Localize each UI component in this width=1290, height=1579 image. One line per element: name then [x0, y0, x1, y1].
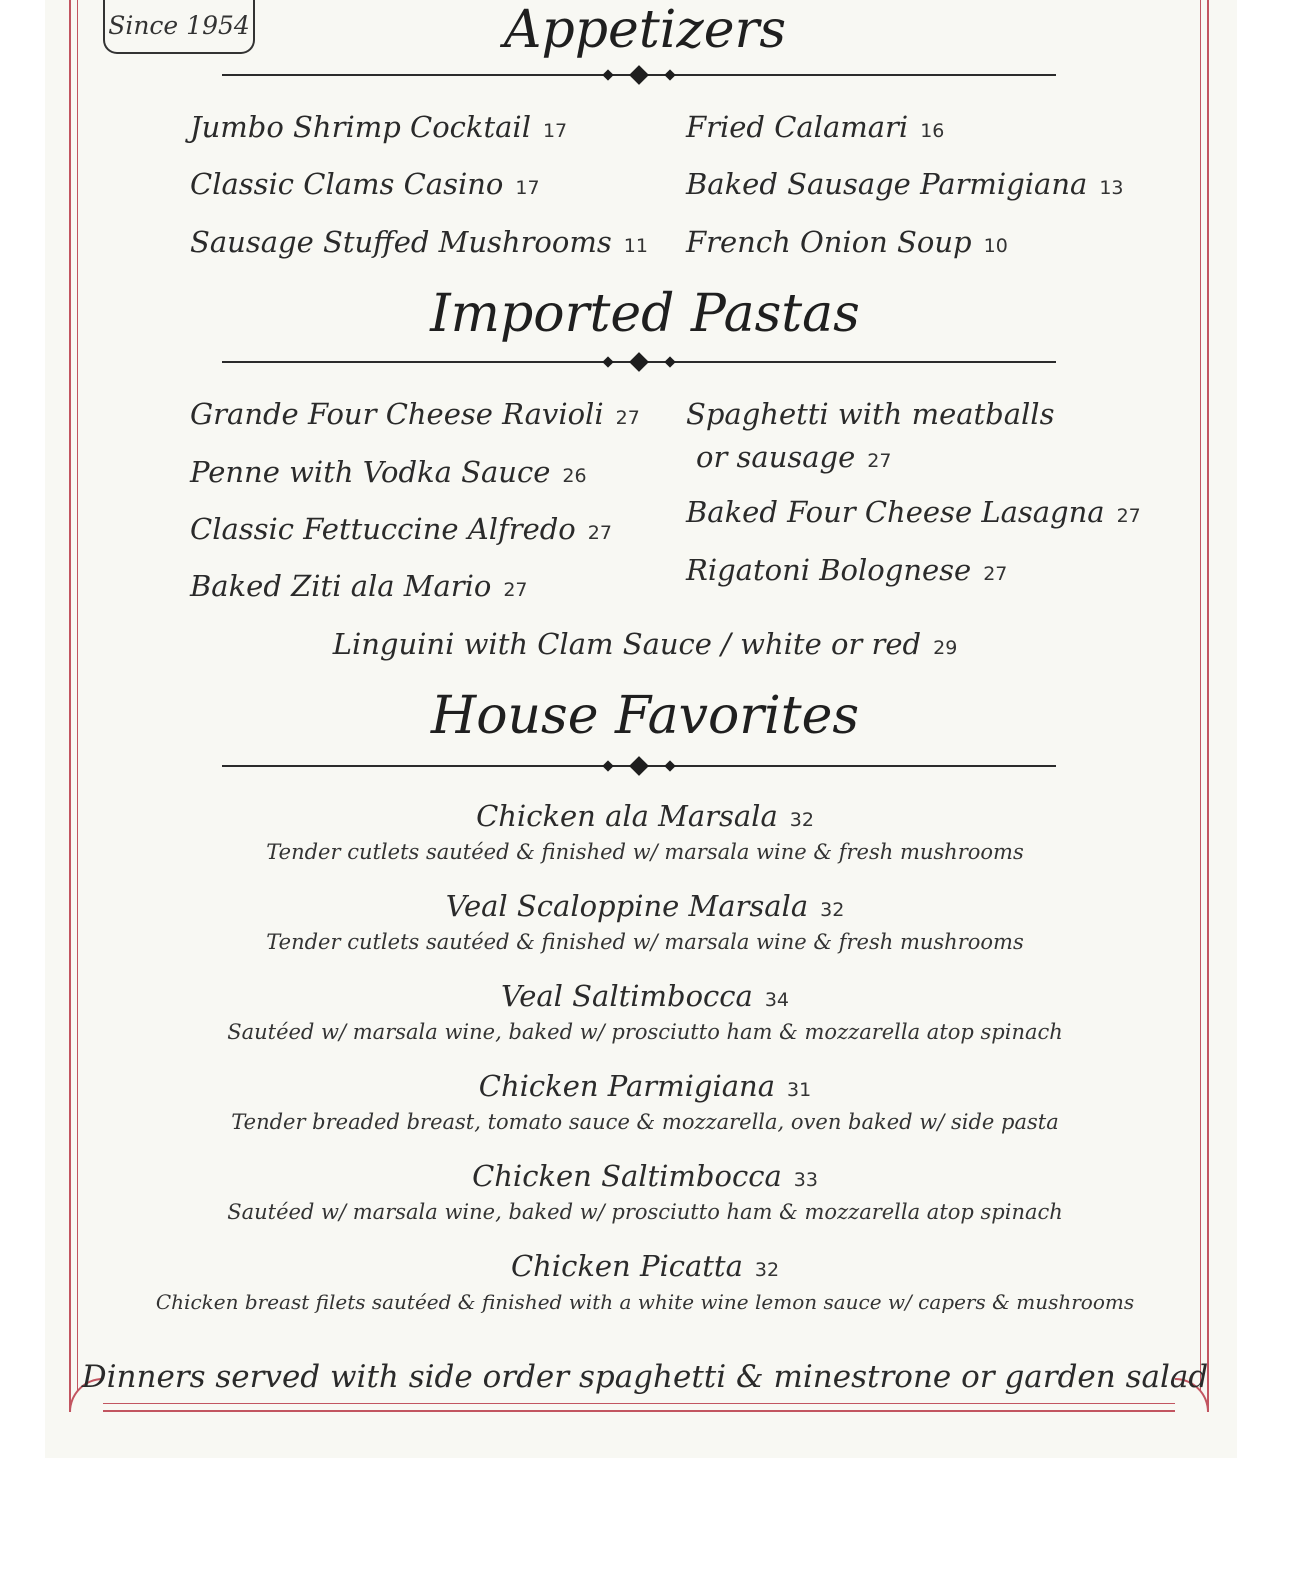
- item-price: 32: [754, 1259, 780, 1281]
- item-price: 29: [933, 637, 958, 659]
- item-price: 10: [983, 235, 1008, 257]
- menu-item-sausage-stuffed-mushrooms: [190, 225, 648, 259]
- item-name: Linguini with Clam Sauce / white or red: [332, 627, 922, 661]
- menu-item-grande-four-cheese-ravioli: [190, 397, 640, 431]
- menu-item-rigatoni-bolognese: [686, 553, 1008, 587]
- item-name: Chicken Picatta: [510, 1249, 743, 1283]
- item-price: 27: [1116, 505, 1141, 527]
- favorite-description: Tender cutlets sautéed & finished w/ marsala wine & fresh mushrooms: [266, 930, 1024, 954]
- favorite-chicken-picatta: [0, 1249, 1290, 1283]
- item-price: 16: [920, 120, 945, 142]
- item-price: 31: [787, 1079, 812, 1101]
- favorites-title: House Favorites: [430, 686, 860, 746]
- pastas-divider: [222, 352, 1056, 372]
- item-name: Veal Saltimbocca: [500, 979, 753, 1013]
- item-name: Classic Clams Casino: [190, 167, 504, 201]
- favorite-description: Tender breaded breast, tomato sauce & mozzarella, oven baked w/ side pasta: [231, 1110, 1059, 1134]
- favorite-veal-saltimbocca: [0, 979, 1290, 1013]
- favorites-divider: [222, 756, 1056, 776]
- item-name: Penne with Vodka Sauce: [190, 455, 551, 489]
- menu-item-fried-calamari: [686, 110, 945, 144]
- item-price: 17: [542, 120, 568, 142]
- since-text: Since 1954: [108, 11, 250, 40]
- item-price: 27: [587, 522, 612, 544]
- item-name: Chicken Parmigiana: [478, 1069, 776, 1103]
- menu-item-baked-ziti-ala-mario: [190, 569, 528, 603]
- pastas-title: Imported Pastas: [430, 284, 860, 344]
- item-price: 11: [623, 235, 648, 257]
- item-price: 32: [789, 809, 814, 831]
- item-name: Rigatoni Bolognese: [686, 553, 972, 587]
- favorite-description: Sautéed w/ marsala wine, baked w/ prosciutto ham & mozzarella atop spinach: [227, 1020, 1063, 1044]
- menu-item-baked-sausage-parmigiana: [686, 167, 1124, 201]
- menu-item-penne-with-vodka-sauce: [190, 455, 587, 489]
- item-price: 32: [820, 899, 845, 921]
- item-name: Sausage Stuffed Mushrooms: [190, 225, 612, 259]
- item-name: Jumbo Shrimp Cocktail: [190, 110, 531, 144]
- favorite-description: Chicken breast filets sautéed & finished with a white wine lemon sauce w/ capers & mushrooms: [155, 1290, 1135, 1314]
- menu-item-jumbo-shrimp-cocktail: [190, 110, 568, 144]
- menu-item-spaghetti-with-meatballs: [686, 397, 1055, 431]
- item-price: 17: [515, 177, 540, 199]
- item-name: French Onion Soup: [686, 225, 972, 259]
- item-price: 27: [615, 407, 640, 429]
- item-name: Baked Ziti ala Mario: [190, 569, 492, 603]
- menu-item-french-onion-soup: [686, 225, 1008, 259]
- favorite-veal-scaloppine-marsala: [0, 889, 1290, 923]
- menu-item-linguini-clam-sauce: [0, 627, 1290, 661]
- item-name: Classic Fettuccine Alfredo: [190, 512, 576, 546]
- item-name: Veal Scaloppine Marsala: [445, 889, 809, 923]
- favorite-chicken-parmigiana: [0, 1069, 1290, 1103]
- item-name: Chicken ala Marsala: [476, 799, 778, 833]
- menu-item-spaghetti-line2: [696, 440, 892, 474]
- menu-item-baked-four-cheese-lasagna: [686, 495, 1141, 529]
- dinner-sides-note: Dinners served with side order spaghetti & minestrone or garden salad: [81, 1359, 1209, 1395]
- item-name: Baked Four Cheese Lasagna: [686, 495, 1105, 529]
- item-name: Grande Four Cheese Ravioli: [190, 397, 604, 431]
- item-name: Baked Sausage Parmigiana: [686, 167, 1088, 201]
- item-name: Fried Calamari: [686, 110, 909, 144]
- item-name: Spaghetti with meatballs: [686, 397, 1055, 431]
- item-price: 33: [793, 1169, 818, 1191]
- item-price: 27: [867, 450, 892, 472]
- favorite-description: Sautéed w/ marsala wine, baked w/ prosciutto ham & mozzarella atop spinach: [227, 1200, 1063, 1224]
- item-price: 27: [983, 563, 1008, 585]
- favorite-description: Tender cutlets sautéed & finished w/ marsala wine & fresh mushrooms: [266, 840, 1024, 864]
- item-price: 13: [1099, 177, 1124, 199]
- item-name-line2: or sausage: [696, 440, 856, 474]
- favorite-chicken-saltimbocca: [0, 1159, 1290, 1193]
- item-price: 26: [562, 465, 587, 487]
- menu-item-classic-clams-casino: [190, 167, 540, 201]
- item-price: 34: [764, 989, 790, 1011]
- appetizers-title: Appetizers: [503, 0, 787, 60]
- favorite-chicken-ala-marsala: [0, 799, 1290, 833]
- menu-item-classic-fettuccine-alfredo: [190, 512, 612, 546]
- appetizers-divider: [222, 65, 1056, 85]
- item-price: 27: [503, 579, 528, 601]
- item-name: Chicken Saltimbocca: [472, 1159, 782, 1193]
